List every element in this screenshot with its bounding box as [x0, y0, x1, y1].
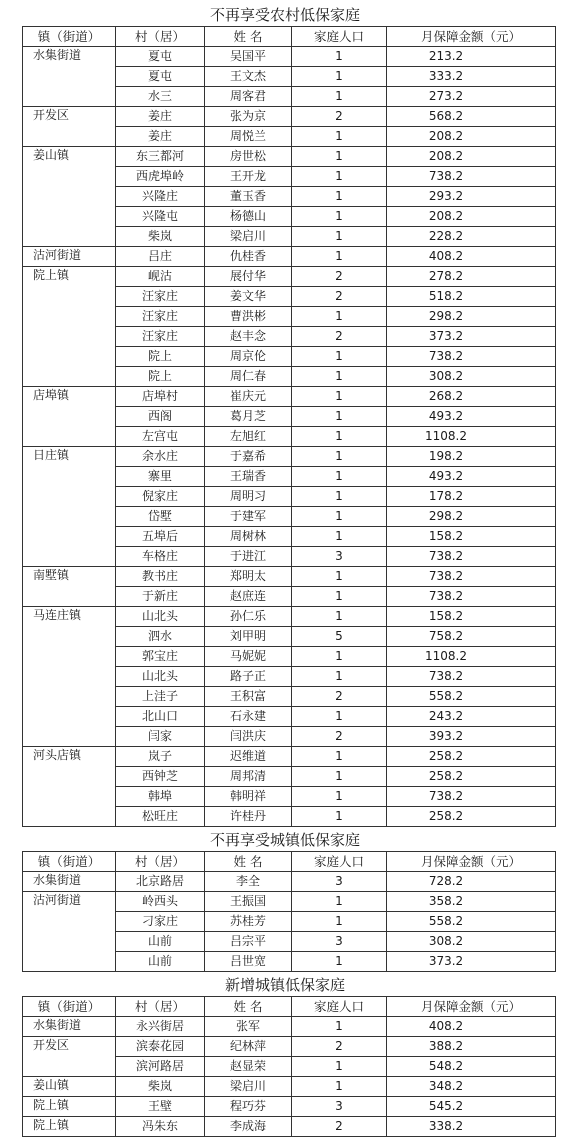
- header-population: 家庭人口: [292, 997, 387, 1017]
- population-cell: 1: [292, 587, 387, 607]
- town-cell: 河头店镇: [23, 747, 116, 827]
- table-body: [23, 872, 556, 972]
- village-cell: 郭宝庄: [116, 647, 205, 667]
- village-cell: 山前: [116, 952, 205, 972]
- name-cell: 周客君: [205, 87, 292, 107]
- population-cell: 1: [292, 767, 387, 787]
- amount-cell: 348.2: [387, 1077, 556, 1097]
- name-cell: 赵庶连: [205, 587, 292, 607]
- village-cell: 汪家庄: [116, 287, 205, 307]
- village-cell: 西阁: [116, 407, 205, 427]
- name-cell: 姜文华: [205, 287, 292, 307]
- amount-cell: 493.2: [387, 407, 556, 427]
- header-town: 镇（街道）: [23, 997, 116, 1017]
- amount-cell: 518.2: [387, 287, 556, 307]
- table-row: [23, 107, 556, 127]
- name-cell: 赵显荣: [205, 1057, 292, 1077]
- section-title: 不再享受农村低保家庭: [209, 6, 360, 24]
- header-town: 镇（街道）: [23, 27, 116, 47]
- amount-cell: 493.2: [387, 467, 556, 487]
- name-cell: 张军: [205, 1017, 292, 1037]
- village-cell: 柴岚: [116, 1077, 205, 1097]
- village-cell: 王壁: [116, 1097, 205, 1117]
- header-amount: 月保障金额（元）: [387, 852, 556, 872]
- table-row: [23, 47, 556, 67]
- village-cell: 夏屯: [116, 67, 205, 87]
- amount-cell: 338.2: [387, 1117, 556, 1137]
- village-cell: 冯朱东: [116, 1117, 205, 1137]
- amount-cell: 1108.2: [387, 647, 556, 667]
- population-cell: 2: [292, 687, 387, 707]
- amount-cell: 258.2: [387, 807, 556, 827]
- amount-cell: 298.2: [387, 507, 556, 527]
- village-cell: 闫家: [116, 727, 205, 747]
- name-cell: 刘甲明: [205, 627, 292, 647]
- population-cell: 1: [292, 912, 387, 932]
- table-rural-removed: [22, 26, 556, 827]
- amount-cell: 558.2: [387, 912, 556, 932]
- town-cell: 水集街道: [23, 47, 116, 107]
- name-cell: 曹洪彬: [205, 307, 292, 327]
- village-cell: 店埠村: [116, 387, 205, 407]
- header-village: 村（居）: [116, 27, 205, 47]
- amount-cell: 158.2: [387, 527, 556, 547]
- amount-cell: 258.2: [387, 767, 556, 787]
- table-row: [23, 447, 556, 467]
- name-cell: 杨德山: [205, 207, 292, 227]
- name-cell: 王文杰: [205, 67, 292, 87]
- header-village: 村（居）: [116, 852, 205, 872]
- amount-cell: 358.2: [387, 892, 556, 912]
- population-cell: 3: [292, 872, 387, 892]
- village-cell: 于新庄: [116, 587, 205, 607]
- name-cell: 仇桂香: [205, 247, 292, 267]
- header-population: 家庭人口: [292, 27, 387, 47]
- village-cell: 夏屯: [116, 47, 205, 67]
- header-name: 姓 名: [205, 27, 292, 47]
- amount-cell: 548.2: [387, 1057, 556, 1077]
- town-cell: 南墅镇: [23, 567, 116, 607]
- table-row: [23, 607, 556, 627]
- village-cell: 东三都河: [116, 147, 205, 167]
- table-row: [23, 1017, 556, 1037]
- amount-cell: 158.2: [387, 607, 556, 627]
- population-cell: 3: [292, 932, 387, 952]
- population-cell: 2: [292, 727, 387, 747]
- amount-cell: 243.2: [387, 707, 556, 727]
- header-village: 村（居）: [116, 997, 205, 1017]
- population-cell: 1: [292, 707, 387, 727]
- amount-cell: 758.2: [387, 627, 556, 647]
- amount-cell: 198.2: [387, 447, 556, 467]
- amount-cell: 408.2: [387, 247, 556, 267]
- amount-cell: 208.2: [387, 207, 556, 227]
- village-cell: 泗水: [116, 627, 205, 647]
- town-cell: 沽河街道: [23, 892, 116, 972]
- population-cell: 1: [292, 527, 387, 547]
- population-cell: 1: [292, 207, 387, 227]
- population-cell: 2: [292, 1037, 387, 1057]
- table-body: [23, 47, 556, 827]
- name-cell: 石永建: [205, 707, 292, 727]
- amount-cell: 308.2: [387, 367, 556, 387]
- name-cell: 董玉香: [205, 187, 292, 207]
- village-cell: 吕庄: [116, 247, 205, 267]
- name-cell: 吴国平: [205, 47, 292, 67]
- population-cell: 2: [292, 267, 387, 287]
- amount-cell: 728.2: [387, 872, 556, 892]
- village-cell: 兴隆屯: [116, 207, 205, 227]
- town-cell: 院上镇: [23, 1097, 116, 1117]
- town-cell: 姜山镇: [23, 147, 116, 247]
- name-cell: 展付华: [205, 267, 292, 287]
- village-cell: 永兴街居: [116, 1017, 205, 1037]
- table-header-row: [23, 27, 556, 47]
- name-cell: 左旭红: [205, 427, 292, 447]
- village-cell: 倪家庄: [116, 487, 205, 507]
- village-cell: 余水庄: [116, 447, 205, 467]
- town-cell: 姜山镇: [23, 1077, 116, 1097]
- name-cell: 王开龙: [205, 167, 292, 187]
- population-cell: 1: [292, 892, 387, 912]
- name-cell: 许桂丹: [205, 807, 292, 827]
- amount-cell: 738.2: [387, 587, 556, 607]
- name-cell: 周明习: [205, 487, 292, 507]
- population-cell: 1: [292, 1057, 387, 1077]
- population-cell: 3: [292, 547, 387, 567]
- population-cell: 1: [292, 307, 387, 327]
- village-cell: 松旺庄: [116, 807, 205, 827]
- town-cell: 开发区: [23, 107, 116, 147]
- population-cell: 1: [292, 667, 387, 687]
- table-row: [23, 1117, 556, 1137]
- village-cell: 教书庄: [116, 567, 205, 587]
- name-cell: 韩明祥: [205, 787, 292, 807]
- amount-cell: 738.2: [387, 167, 556, 187]
- village-cell: 兴隆庄: [116, 187, 205, 207]
- name-cell: 于建军: [205, 507, 292, 527]
- town-cell: 水集街道: [23, 1017, 116, 1037]
- amount-cell: 258.2: [387, 747, 556, 767]
- amount-cell: 373.2: [387, 952, 556, 972]
- village-cell: 姜庄: [116, 127, 205, 147]
- name-cell: 苏桂芳: [205, 912, 292, 932]
- population-cell: 1: [292, 467, 387, 487]
- amount-cell: 268.2: [387, 387, 556, 407]
- amount-cell: 738.2: [387, 787, 556, 807]
- population-cell: 5: [292, 627, 387, 647]
- amount-cell: 278.2: [387, 267, 556, 287]
- population-cell: 1: [292, 167, 387, 187]
- name-cell: 王振国: [205, 892, 292, 912]
- amount-cell: 738.2: [387, 667, 556, 687]
- amount-cell: 228.2: [387, 227, 556, 247]
- village-cell: 北山口: [116, 707, 205, 727]
- town-cell: 院上镇: [23, 1117, 116, 1137]
- name-cell: 李成海: [205, 1117, 292, 1137]
- population-cell: 1: [292, 487, 387, 507]
- name-cell: 于进江: [205, 547, 292, 567]
- amount-cell: 558.2: [387, 687, 556, 707]
- name-cell: 王积富: [205, 687, 292, 707]
- population-cell: 1: [292, 952, 387, 972]
- name-cell: 于嘉希: [205, 447, 292, 467]
- village-cell: 西钟芝: [116, 767, 205, 787]
- town-cell: 水集街道: [23, 872, 116, 892]
- village-cell: 岘沽: [116, 267, 205, 287]
- population-cell: 1: [292, 127, 387, 147]
- table-row: [23, 387, 556, 407]
- table-body: [23, 1017, 556, 1137]
- name-cell: 程巧芬: [205, 1097, 292, 1117]
- population-cell: 1: [292, 1077, 387, 1097]
- name-cell: 李全: [205, 872, 292, 892]
- population-cell: 1: [292, 87, 387, 107]
- population-cell: 1: [292, 447, 387, 467]
- header-name: 姓 名: [205, 852, 292, 872]
- population-cell: 1: [292, 227, 387, 247]
- name-cell: 周仁春: [205, 367, 292, 387]
- village-cell: 姜庄: [116, 107, 205, 127]
- name-cell: 周邦清: [205, 767, 292, 787]
- population-cell: 1: [292, 1017, 387, 1037]
- section-title: 新增城镇低保家庭: [224, 976, 345, 994]
- village-cell: 韩埠: [116, 787, 205, 807]
- header-amount: 月保障金额（元）: [387, 997, 556, 1017]
- name-cell: 纪林萍: [205, 1037, 292, 1057]
- population-cell: 1: [292, 607, 387, 627]
- village-cell: 山前: [116, 932, 205, 952]
- village-cell: 岱墅: [116, 507, 205, 527]
- amount-cell: 738.2: [387, 547, 556, 567]
- town-cell: 沽河街道: [23, 247, 116, 267]
- header-population: 家庭人口: [292, 852, 387, 872]
- name-cell: 闫洪庆: [205, 727, 292, 747]
- population-cell: 1: [292, 347, 387, 367]
- population-cell: 1: [292, 787, 387, 807]
- town-cell: 院上镇: [23, 267, 116, 387]
- name-cell: 周京伦: [205, 347, 292, 367]
- village-cell: 上洼子: [116, 687, 205, 707]
- section-title: 不再享受城镇低保家庭: [209, 831, 360, 849]
- amount-cell: 373.2: [387, 327, 556, 347]
- town-cell: 店埠镇: [23, 387, 116, 447]
- name-cell: 吕世宽: [205, 952, 292, 972]
- table-row: [23, 892, 556, 912]
- table-row: [23, 1037, 556, 1057]
- village-cell: 西虎埠岭: [116, 167, 205, 187]
- amount-cell: 298.2: [387, 307, 556, 327]
- amount-cell: 208.2: [387, 147, 556, 167]
- name-cell: 郑明太: [205, 567, 292, 587]
- population-cell: 1: [292, 747, 387, 767]
- population-cell: 2: [292, 107, 387, 127]
- village-cell: 汪家庄: [116, 327, 205, 347]
- name-cell: 梁启川: [205, 227, 292, 247]
- village-cell: 刁家庄: [116, 912, 205, 932]
- table-row: [23, 1097, 556, 1117]
- name-cell: 周树林: [205, 527, 292, 547]
- name-cell: 赵丰念: [205, 327, 292, 347]
- header-town: 镇（街道）: [23, 852, 116, 872]
- amount-cell: 393.2: [387, 727, 556, 747]
- village-cell: 滨泰花园: [116, 1037, 205, 1057]
- population-cell: 1: [292, 807, 387, 827]
- village-cell: 院上: [116, 367, 205, 387]
- header-name: 姓 名: [205, 997, 292, 1017]
- village-cell: 院上: [116, 347, 205, 367]
- population-cell: 1: [292, 187, 387, 207]
- name-cell: 张为京: [205, 107, 292, 127]
- village-cell: 寨里: [116, 467, 205, 487]
- population-cell: 1: [292, 567, 387, 587]
- population-cell: 1: [292, 647, 387, 667]
- name-cell: 吕宗平: [205, 932, 292, 952]
- name-cell: 王瑞香: [205, 467, 292, 487]
- amount-cell: 293.2: [387, 187, 556, 207]
- population-cell: 1: [292, 507, 387, 527]
- name-cell: 周悦兰: [205, 127, 292, 147]
- name-cell: 迟维道: [205, 747, 292, 767]
- town-cell: 开发区: [23, 1037, 116, 1077]
- population-cell: 2: [292, 1117, 387, 1137]
- village-cell: 柴岚: [116, 227, 205, 247]
- village-cell: 水三: [116, 87, 205, 107]
- village-cell: 岚子: [116, 747, 205, 767]
- name-cell: 路子正: [205, 667, 292, 687]
- population-cell: 3: [292, 1097, 387, 1117]
- table-row: [23, 567, 556, 587]
- town-cell: 马连庄镇: [23, 607, 116, 747]
- village-cell: 山北头: [116, 667, 205, 687]
- amount-cell: 738.2: [387, 347, 556, 367]
- amount-cell: 568.2: [387, 107, 556, 127]
- population-cell: 1: [292, 427, 387, 447]
- table-row: [23, 247, 556, 267]
- table-row: [23, 872, 556, 892]
- amount-cell: 178.2: [387, 487, 556, 507]
- village-cell: 汪家庄: [116, 307, 205, 327]
- population-cell: 1: [292, 387, 387, 407]
- population-cell: 2: [292, 287, 387, 307]
- population-cell: 1: [292, 407, 387, 427]
- village-cell: 山北头: [116, 607, 205, 627]
- table-urban-added: [22, 996, 556, 1137]
- population-cell: 1: [292, 67, 387, 87]
- amount-cell: 545.2: [387, 1097, 556, 1117]
- amount-cell: 208.2: [387, 127, 556, 147]
- amount-cell: 388.2: [387, 1037, 556, 1057]
- name-cell: 崔庆元: [205, 387, 292, 407]
- population-cell: 1: [292, 247, 387, 267]
- header-amount: 月保障金额（元）: [387, 27, 556, 47]
- name-cell: 梁启川: [205, 1077, 292, 1097]
- table-row: [23, 747, 556, 767]
- amount-cell: 333.2: [387, 67, 556, 87]
- population-cell: 1: [292, 47, 387, 67]
- amount-cell: 213.2: [387, 47, 556, 67]
- name-cell: 孙仁乐: [205, 607, 292, 627]
- table-row: [23, 267, 556, 287]
- village-cell: 滨河路居: [116, 1057, 205, 1077]
- table-urban-removed: [22, 851, 556, 972]
- village-cell: 左宫屯: [116, 427, 205, 447]
- town-cell: 日庄镇: [23, 447, 116, 567]
- amount-cell: 1108.2: [387, 427, 556, 447]
- amount-cell: 408.2: [387, 1017, 556, 1037]
- amount-cell: 308.2: [387, 932, 556, 952]
- name-cell: 房世松: [205, 147, 292, 167]
- name-cell: 马妮妮: [205, 647, 292, 667]
- population-cell: 1: [292, 147, 387, 167]
- village-cell: 北京路居: [116, 872, 205, 892]
- table-row: [23, 147, 556, 167]
- village-cell: 五埠后: [116, 527, 205, 547]
- population-cell: 2: [292, 327, 387, 347]
- amount-cell: 738.2: [387, 567, 556, 587]
- table-row: [23, 1077, 556, 1097]
- amount-cell: 273.2: [387, 87, 556, 107]
- village-cell: 车格庄: [116, 547, 205, 567]
- village-cell: 岭西头: [116, 892, 205, 912]
- population-cell: 1: [292, 367, 387, 387]
- table-header-row: [23, 852, 556, 872]
- name-cell: 葛月芝: [205, 407, 292, 427]
